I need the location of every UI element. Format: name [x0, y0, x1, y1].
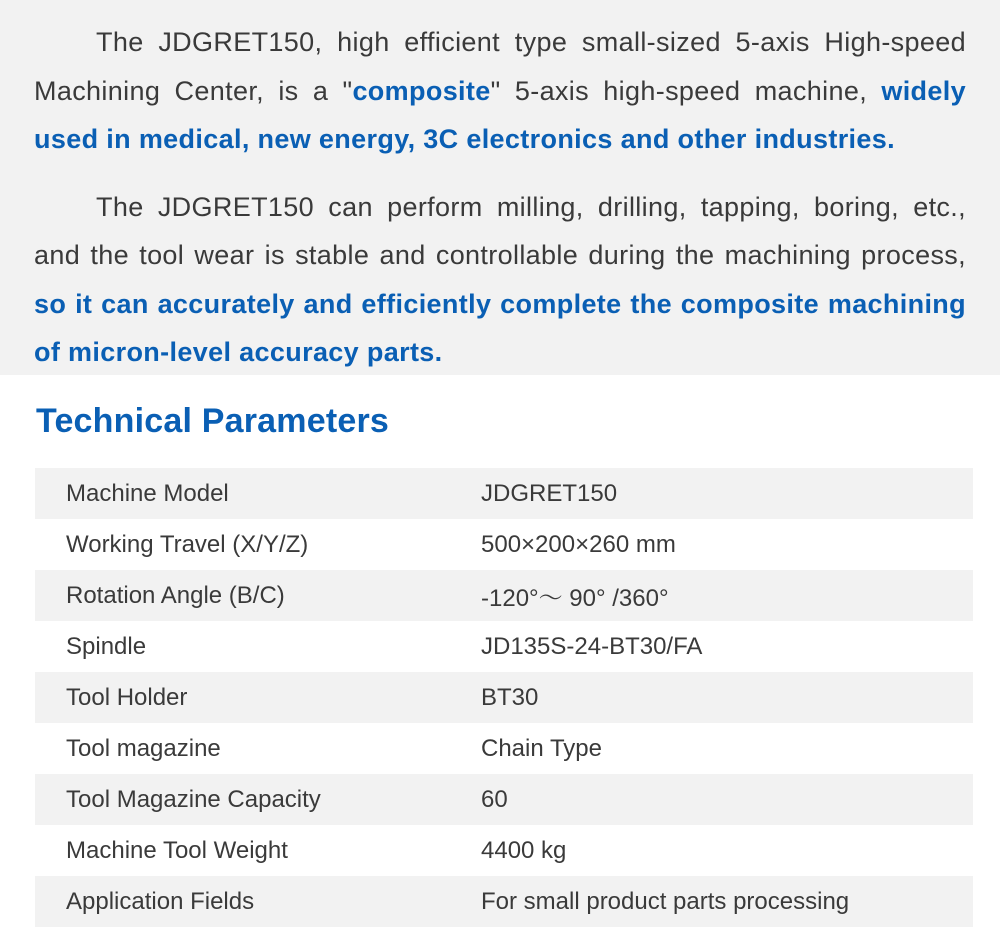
- intro-p1-highlight-industries: widely used in medical, new energy, 3C electronics and other industries.: [34, 75, 966, 154]
- table-row: [35, 621, 973, 672]
- parameter-label: Spindle: [66, 632, 147, 660]
- table-row: [35, 774, 973, 825]
- parameter-value: 500×200×260 mm: [481, 530, 676, 558]
- parameter-value: -120°～ 90° /360°: [481, 585, 669, 612]
- parameter-value: For small product parts processing: [481, 887, 850, 915]
- intro-section: [0, 0, 1000, 375]
- table-row: [35, 468, 973, 519]
- parameter-value: JD135S-24-BT30/FA: [481, 632, 703, 660]
- parameter-value: 60: [481, 785, 508, 813]
- parameter-label: Tool Holder: [66, 683, 188, 711]
- section-title: Technical Parameters: [36, 402, 389, 440]
- parameter-value: Chain Type: [481, 734, 602, 762]
- intro-paragraph-1: [34, 18, 966, 164]
- table-row: [35, 723, 973, 774]
- parameters-table: [35, 468, 973, 927]
- parameter-label: Tool magazine: [66, 734, 221, 762]
- parameter-label: Machine Model: [66, 479, 229, 507]
- intro-p2-highlight-accuracy: so it can accurately and efficiently complete the composite machining of micron-level accuracy parts.: [34, 288, 966, 367]
- table-row: [35, 876, 973, 927]
- parameter-value: BT30: [481, 683, 539, 711]
- parameter-label: Tool Magazine Capacity: [66, 785, 321, 813]
- intro-paragraph-2: [34, 183, 966, 377]
- table-row: [35, 519, 973, 570]
- table-row: [35, 672, 973, 723]
- intro-p2-text-1: The JDGRET150 can perform milling, drilling, tapping, boring, etc., and the tool wear is stable and controllable during the machining process,: [34, 191, 966, 270]
- table-row: [35, 570, 973, 621]
- table-row: [35, 825, 973, 876]
- intro-p1-text-1: The JDGRET150, high efficient type small-sized 5-axis High-speed Machining Center, is a ": [34, 27, 966, 106]
- parameter-label: Application Fields: [66, 887, 255, 915]
- parameter-label: Rotation Angle (B/C): [66, 581, 285, 609]
- intro-p1-text-2: " 5-axis high-speed machine,: [490, 75, 882, 106]
- parameter-label: Machine Tool Weight: [66, 836, 288, 864]
- parameter-value: 4400 kg: [481, 836, 567, 864]
- parameter-label: Working Travel (X/Y/Z): [66, 530, 309, 558]
- parameter-value: JDGRET150: [481, 479, 618, 507]
- intro-p1-highlight-composite: composite: [352, 75, 491, 106]
